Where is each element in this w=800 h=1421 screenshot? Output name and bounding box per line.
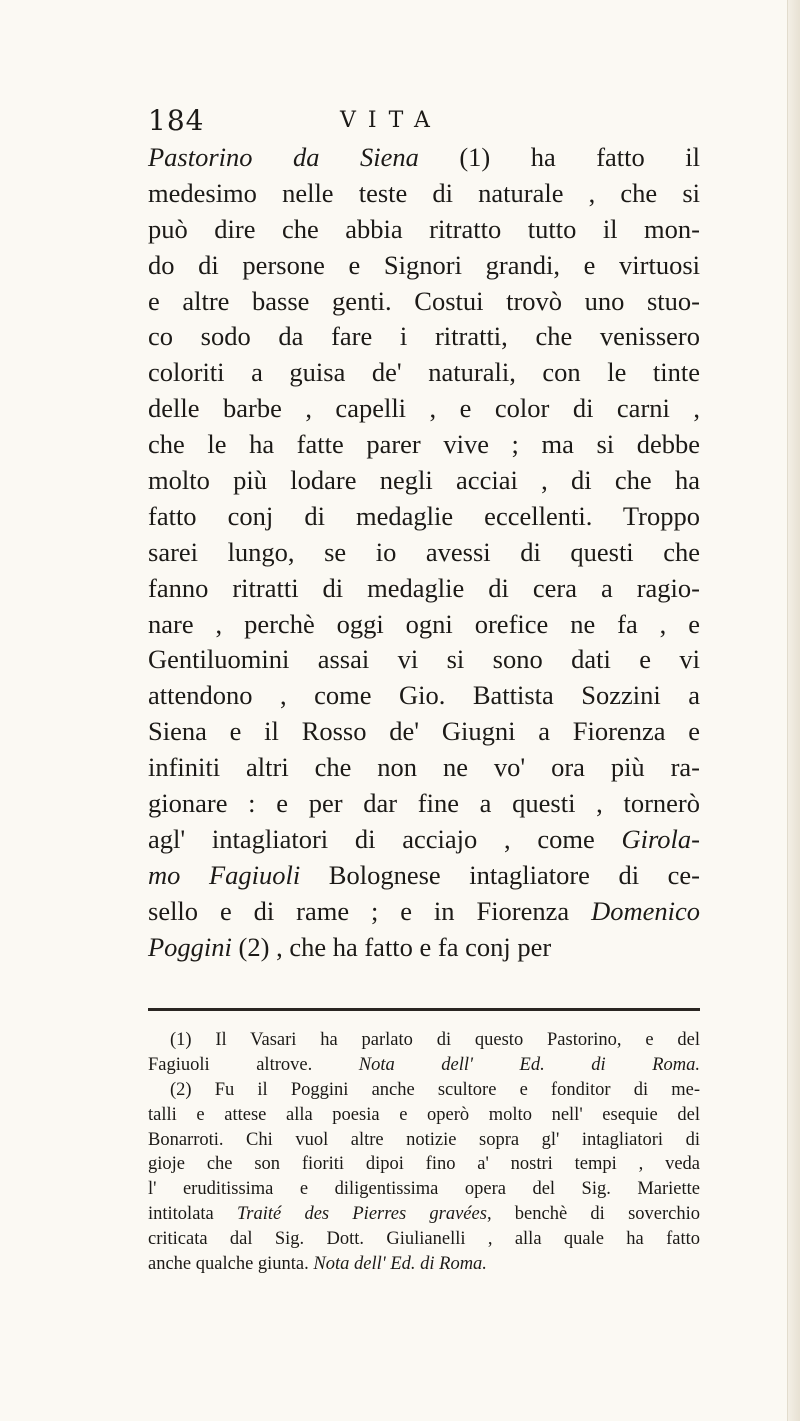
running-head: VITA (340, 108, 442, 133)
text-segment: Gentiluomini assai vi si sono dati e vi (148, 644, 700, 675)
body-text-line (148, 535, 700, 571)
body-text-line (148, 463, 700, 499)
italic-text: mo Fagiuoli (148, 859, 301, 890)
text-segment: che le ha fatte parer vive ; ma si debbe (148, 429, 700, 460)
body-text-line (148, 750, 700, 786)
body-text-line (148, 642, 700, 678)
footnote-line (148, 1202, 700, 1227)
text-segment: anche qualche giunta. (148, 1254, 314, 1275)
body-text-line (148, 391, 700, 427)
text-segment: può dire che abbia ritratto tutto il mon- (148, 213, 700, 244)
italic-text: Nota dell' Ed. di Roma. (313, 1254, 487, 1275)
text-segment: do di persone e Signori grandi, e virtuosi (148, 249, 700, 280)
text-segment: criticata dal Sig. Dott. Giulianelli , alla quale ha fatto (148, 1229, 700, 1250)
text-segment: sarei lungo, se io avessi di questi che (148, 536, 700, 567)
body-text-line (148, 894, 700, 930)
page-header (148, 104, 668, 144)
text-segment: Fagiuoli altrove. (148, 1054, 359, 1075)
body-text-line (148, 607, 700, 643)
text-segment: talli e attese alla poesia e operò molto nell' esequie del (148, 1104, 700, 1125)
footnote-line (148, 1028, 700, 1053)
text-segment: medesimo nelle teste di naturale , che si (148, 177, 700, 208)
italic-text: Domenico (591, 895, 700, 926)
text-segment: (1) ha fatto il (418, 142, 700, 172)
footnotes (148, 1028, 700, 1277)
body-text-line (148, 678, 700, 714)
text-segment: co sodo da fare i ritratti, che venissero (148, 321, 700, 352)
text-segment: attendono , come Gio. Battista Sozzini a (148, 680, 700, 711)
text-segment: Bolognese intagliatore di ce- (300, 859, 700, 890)
footnote-line (148, 1152, 700, 1177)
footnote-line (148, 1128, 700, 1153)
text-segment: coloriti a guisa de' naturali, con le tinte (148, 357, 700, 388)
footnote-line (148, 1177, 700, 1202)
body-text-line (148, 248, 700, 284)
body-text-line (148, 176, 700, 212)
text-segment: molto più lodare negli acciai , di che ha (148, 465, 700, 496)
text-segment: gioje che son fioriti dipoi fino a' nostri tempi , veda (148, 1154, 700, 1175)
text-segment: infiniti altri che non ne vo' ora più ra- (148, 752, 700, 783)
body-text-line (148, 930, 700, 966)
body-text-line (148, 212, 700, 248)
text-segment: (2) Fu il Poggini anche scultore e fonditor di me- (170, 1079, 700, 1100)
body-text-line (148, 714, 700, 750)
text-segment: Siena e il Rosso de' Giugni a Fiorenza e (148, 716, 700, 747)
text-segment: e altre basse genti. Costui trovò uno stuo- (148, 285, 700, 316)
text-segment: intitolata (148, 1204, 238, 1225)
text-segment: sello e di rame ; e in Fiorenza (148, 895, 592, 926)
body-text-line (148, 499, 700, 535)
text-segment: fatto conj di medaglie eccellenti. Troppo (148, 500, 700, 531)
body-text-line (148, 355, 700, 391)
footnote-line (148, 1053, 700, 1078)
body-text-line (148, 284, 700, 320)
italic-text: Girola- (621, 823, 700, 854)
page-number: 184 (148, 104, 205, 137)
main-text (148, 140, 700, 965)
text-segment: fanno ritratti di medaglie di cera a ragio- (148, 572, 700, 603)
footnote-line (148, 1227, 700, 1252)
italic-text: Nota dell' Ed. di Roma. (358, 1054, 700, 1075)
body-text-line (148, 822, 700, 858)
text-segment: gionare : e per dar fine a questi , tornerò (148, 788, 700, 819)
body-text-line (148, 571, 700, 607)
text-segment: agl' intagliatori di acciajo , come (148, 823, 622, 854)
page-edge (787, 0, 800, 1421)
text-segment: Bonarroti. Chi vuol altre notizie sopra gl' intagliatori di (148, 1129, 700, 1150)
body-text-line (148, 319, 700, 355)
italic-text: Poggini (148, 931, 232, 962)
text-segment: delle barbe , capelli , e color di carni , (148, 393, 700, 424)
body-text-line (148, 858, 700, 894)
text-segment: (2) , che ha fatto e fa conj per (231, 931, 552, 962)
italic-text: Pastorino da Siena (148, 142, 419, 172)
text-segment: nare , perchè oggi ogni orefice ne fa , e (148, 608, 700, 639)
text-segment: l' eruditissima e diligentissima opera del Sig. Mariette (148, 1179, 700, 1200)
body-text-line (148, 427, 700, 463)
body-text-line (148, 140, 700, 176)
footnote-line (148, 1103, 700, 1128)
italic-text: Traité des Pierres gravées (237, 1204, 487, 1225)
footnote-line (148, 1252, 700, 1277)
text-segment: , benchè di soverchio (486, 1204, 700, 1225)
footnote-line (148, 1078, 700, 1103)
text-segment: (1) Il Vasari ha parlato di questo Pastorino, e del (170, 1030, 700, 1050)
body-text-line (148, 786, 700, 822)
footnote-rule (148, 1008, 700, 1011)
